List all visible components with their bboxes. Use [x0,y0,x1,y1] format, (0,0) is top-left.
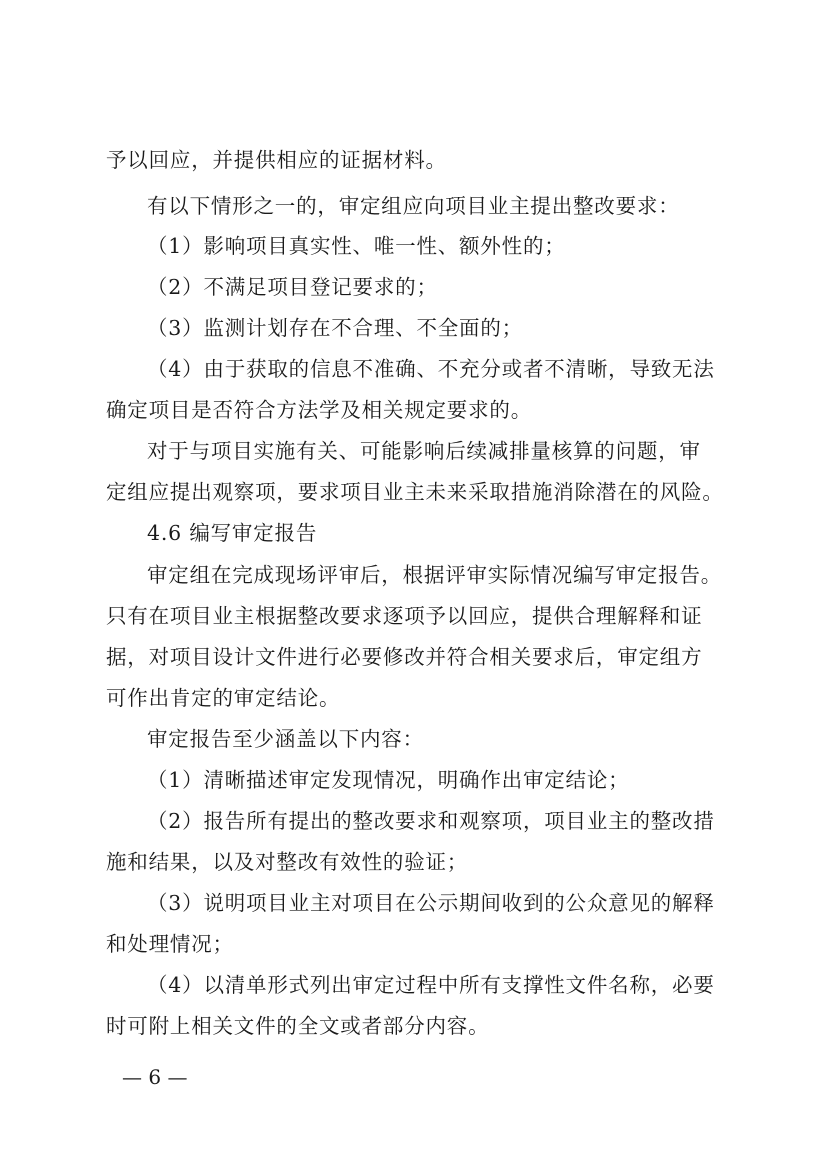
list-item: （3）监测计划存在不合理、不全面的； [147,316,523,340]
list-item: （2）不满足项目登记要求的； [147,275,438,299]
list-item: （3）说明项目业主对项目在公示期间收到的公众意见的解释 [147,891,715,915]
paragraph-line: 有以下情形之一的，审定组应向项目业主提出整改要求： [147,194,680,218]
list-item: （1）清晰描述审定发现情况，明确作出审定结论； [147,768,630,792]
paragraph-line: 可作出肯定的审定结论。 [106,686,341,710]
paragraph-line: 确定项目是否符合方法学及相关规定要求的。 [106,398,532,422]
paragraph-line: 予以回应，并提供相应的证据材料。 [106,148,447,172]
paragraph-line: 只有在项目业主根据整改要求逐项予以回应，提供合理解释和证 [106,604,703,628]
list-item: （1）影响项目真实性、唯一性、额外性的； [147,234,566,258]
paragraph-line: 据，对项目设计文件进行必要修改并符合相关要求后，审定组方 [106,645,703,669]
list-item: （4）以清单形式列出审定过程中所有支撑性文件名称，必要 [147,973,715,997]
paragraph-line: 审定报告至少涵盖以下内容： [147,727,424,751]
paragraph-line: 审定组在完成现场评审后，根据评审实际情况编写审定报告。 [147,563,723,587]
paragraph-line: 定组应提出观察项，要求项目业主未来采取措施消除潜在的风险。 [106,480,724,504]
list-item: （2）报告所有提出的整改要求和观察项，项目业主的整改措 [147,809,715,833]
section-heading: 4.6 编写审定报告 [147,521,318,545]
list-item: （4）由于获取的信息不准确、不充分或者不清晰，导致无法 [147,357,715,381]
paragraph-line: 施和结果，以及对整改有效性的验证； [106,850,469,874]
paragraph-line: 对于与项目实施有关、可能影响后续减排量核算的问题，审 [147,439,701,463]
paragraph-line: 时可附上相关文件的全文或者部分内容。 [106,1014,490,1038]
paragraph-line: 和处理情况； [106,932,234,956]
page-number: — 6 — [122,1065,188,1089]
